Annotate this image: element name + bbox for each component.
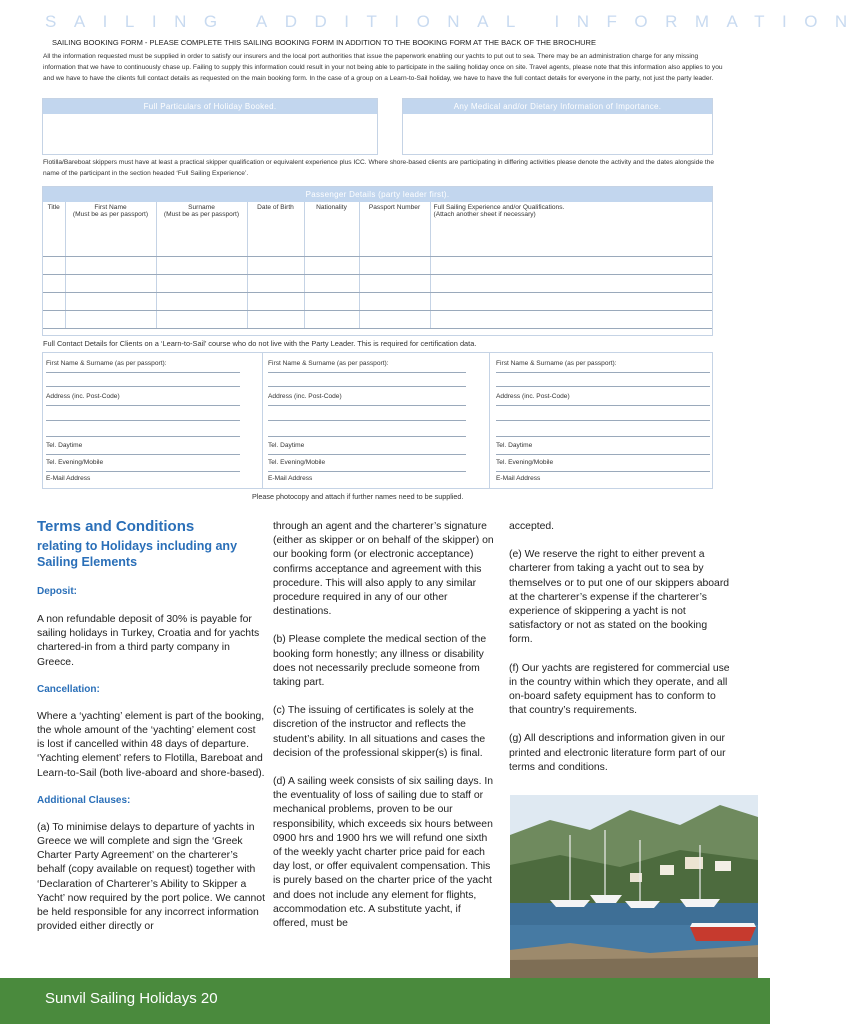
passenger-table-header bbox=[43, 202, 712, 239]
col-surname-note: (Must be as per passport) bbox=[163, 211, 240, 218]
clause-d-continued: accepted. bbox=[509, 521, 555, 532]
divider bbox=[268, 436, 466, 437]
page-title: SAILING ADDITIONAL INFORMATION bbox=[45, 12, 865, 31]
terms-column-2 bbox=[273, 520, 495, 931]
harbour-photo bbox=[510, 795, 758, 978]
col-nationality: Nationality bbox=[304, 202, 359, 239]
col-surname-label: Surname bbox=[188, 204, 215, 211]
deposit-text: A non refundable deposit of 30% is payable for sailing holidays in Turkey, Croatia and for yachts chartered-in from a third party company in Greece. bbox=[37, 614, 260, 668]
medical-info-label: Any Medical and/or Dietary Information of Importance. bbox=[403, 99, 712, 114]
footer-text: Sunvil Sailing Holidays 20 bbox=[45, 990, 218, 1007]
divider bbox=[496, 471, 710, 472]
divider bbox=[46, 405, 240, 406]
divider bbox=[46, 454, 240, 455]
divider bbox=[46, 436, 240, 437]
col-first-name bbox=[65, 202, 156, 239]
contact-tel-eve-label: Tel. Evening/Mobile bbox=[46, 459, 104, 466]
contact-address-label: Address (inc. Post-Code) bbox=[46, 393, 120, 400]
cancellation-text: Where a ‘yachting’ element is part of the booking, the whole amount of the ‘yachting’ element cost is lost if cancelled within 48 days of departure. ‘Yachting element’ refers to Flotilla, Bareboat and Learn-to-Sail (both live-aboard and shore-based). bbox=[37, 710, 265, 779]
passenger-details-bar: Passenger Details (party leader first). bbox=[43, 187, 712, 202]
medical-info-box[interactable] bbox=[402, 98, 713, 155]
contact-address-label: Address (inc. Post-Code) bbox=[496, 393, 570, 400]
col-first-name-note: (Must be as per passport) bbox=[72, 211, 149, 218]
divider bbox=[496, 386, 710, 387]
clause-e: (e) We reserve the right to either prevent a charterer from taking a yacht out to sea by themselves or to put one of our skippers aboard at the charterer’s expense if the charterer’s experience of skippering a yacht is not satisfactory or not as stated on the booking form. bbox=[509, 549, 730, 646]
column-divider bbox=[489, 352, 490, 489]
holiday-booked-box[interactable] bbox=[42, 98, 378, 155]
divider bbox=[496, 454, 710, 455]
terms-column-1 bbox=[37, 518, 265, 934]
divider bbox=[268, 405, 466, 406]
contact-tel-eve-label: Tel. Evening/Mobile bbox=[268, 459, 326, 466]
divider bbox=[46, 372, 240, 373]
passenger-row[interactable] bbox=[43, 239, 712, 257]
col-title: Title bbox=[47, 204, 60, 211]
contact-tel-day-label: Tel. Daytime bbox=[496, 442, 533, 449]
cancellation-heading: Cancellation: bbox=[37, 683, 100, 695]
contact-tel-day-label: Tel. Daytime bbox=[268, 442, 305, 449]
passenger-row[interactable] bbox=[43, 293, 712, 311]
photocopy-note: Please photocopy and attach if further names need to be supplied. bbox=[252, 492, 464, 501]
contact-email-label: E-Mail Address bbox=[268, 475, 313, 482]
divider bbox=[268, 420, 466, 421]
contact-address-label: Address (inc. Post-Code) bbox=[268, 393, 342, 400]
intro-text: All the information requested must be supplied in order to satisfy our insurers and the local port authorities that issue the paperwork enabling our yachts to put out to sea. There may be an administration charge for any missing information that we have to continuously chase up. Failing to supply this information could result in your not being able to participate in the sailing holiday once on site. Travel agents, please note that this information also applies to you and we have to have the clients full contact details as requested on the main booking form. In the case of a group on a Learn-to-Sail holiday, we have to have the full contact details for everyone in the party, not just the party leader. bbox=[43, 53, 723, 82]
contact-tel-eve-label: Tel. Evening/Mobile bbox=[496, 459, 554, 466]
contact-email-label: E-Mail Address bbox=[46, 475, 91, 482]
col-experience-label: Full Sailing Experience and/or Qualifications. bbox=[433, 204, 565, 211]
terms-column-3 bbox=[509, 520, 733, 775]
holiday-booked-label: Full Particulars of Holiday Booked. bbox=[43, 99, 377, 114]
clause-g: (g) All descriptions and information given in our printed and electronic literature form part of our terms and conditions. bbox=[509, 733, 726, 773]
clause-f: (f) Our yachts are registered for commercial use in the country within which they operate, and all on-board safety equipment has to conform to that country’s requirements. bbox=[509, 662, 730, 717]
col-dob: Date of Birth bbox=[247, 202, 304, 239]
clause-a-continued: through an agent and the charterer’s signature (either as skipper or on behalf of the skipper) on our booking form (or electronic acceptance) confirms acceptance and agreement with this procedure. This will also apply to any similar procedure required in any of our other destinations. bbox=[273, 521, 494, 618]
divider bbox=[496, 436, 710, 437]
form-subtitle: SAILING BOOKING FORM - PLEASE COMPLETE THIS SAILING BOOKING FORM IN ADDITION TO THE BOOKING FORM AT THE BACK OF THE BROCHURE bbox=[52, 38, 596, 47]
additional-clauses-heading: Additional Clauses: bbox=[37, 794, 131, 806]
contact-tel-day-label: Tel. Daytime bbox=[46, 442, 83, 449]
passenger-row[interactable] bbox=[43, 257, 712, 275]
contact-name-label: First Name & Surname (as per passport): bbox=[268, 360, 389, 367]
col-experience bbox=[430, 202, 712, 239]
divider bbox=[496, 405, 710, 406]
column-divider bbox=[262, 352, 263, 489]
divider bbox=[46, 471, 240, 472]
col-passport: Passport Number bbox=[359, 202, 430, 239]
divider bbox=[46, 420, 240, 421]
contact-column-3[interactable] bbox=[496, 352, 710, 489]
terms-subheading: relating to Holidays including any Sailing Elements bbox=[37, 539, 238, 569]
col-surname bbox=[156, 202, 247, 239]
contact-column-1[interactable] bbox=[46, 352, 240, 489]
terms-heading: Terms and Conditions bbox=[37, 518, 195, 535]
contact-name-label: First Name & Surname (as per passport): bbox=[46, 360, 167, 367]
footer-bar bbox=[0, 978, 770, 1024]
divider bbox=[268, 471, 466, 472]
contact-note: Full Contact Details for Clients on a ‘Learn-to-Sail’ course who do not live with the Party Leader. This is required for certification data. bbox=[43, 339, 477, 348]
divider bbox=[496, 420, 710, 421]
flotilla-note: Flotilla/Bareboat skippers must have at least a practical skipper qualification or equivalent experience plus ICC. Where shore-based clients are participating in differing activities please denote the activity and the dates alongside the name of the participant in the section headed ‘Full Sailing Experience’. bbox=[43, 159, 714, 177]
passenger-table bbox=[43, 202, 712, 329]
clause-b: (b) Please complete the medical section of the booking form honestly; any illness or disability does not necessarily preclude someone from taking part. bbox=[273, 634, 487, 689]
divider bbox=[268, 372, 466, 373]
divider bbox=[46, 386, 240, 387]
contact-column-2[interactable] bbox=[268, 352, 466, 489]
col-first-name-label: First Name bbox=[94, 204, 127, 211]
clause-d: (d) A sailing week consists of six sailing days. In the eventuality of loss of sailing due to staff or mechanical problems, proven to be our responsibility, which exceeds six hours between 0900 hrs and 1900 hrs we will refund one sixth of the weekly yacht charter price paid for each day lost, or offer equivalent compensation. This is purely based on the charter price of the yacht and does not include any element for flights, accommodation etc. A substitute yacht, if offered, must be bbox=[273, 776, 494, 930]
divider bbox=[268, 454, 466, 455]
contact-name-label: First Name & Surname (as per passport): bbox=[496, 360, 617, 367]
clause-a: (a) To minimise delays to departure of yachts in Greece we will complete and sign the ‘Greek Charter Party Agreement’ on the charterer’s behalf (copy available on request) together with ‘Declaration of Charterer’s Ability to Skipper a Yacht’ now required by the port police. We cannot be held responsible for any incorrect information provided either directly or bbox=[37, 821, 265, 933]
divider bbox=[496, 372, 710, 373]
deposit-heading: Deposit: bbox=[37, 586, 77, 597]
contact-email-label: E-Mail Address bbox=[496, 475, 541, 482]
clause-c: (c) The issuing of certificates is solely at the discretion of the instructor and reflects the student’s ability. In all situations and cases the decision of the professional skipper(s) is final. bbox=[273, 705, 486, 759]
divider bbox=[268, 386, 466, 387]
passenger-row[interactable] bbox=[43, 275, 712, 293]
col-experience-note: (Attach another sheet if necessary) bbox=[433, 211, 536, 218]
passenger-row[interactable] bbox=[43, 311, 712, 329]
passenger-details-section bbox=[42, 186, 713, 336]
